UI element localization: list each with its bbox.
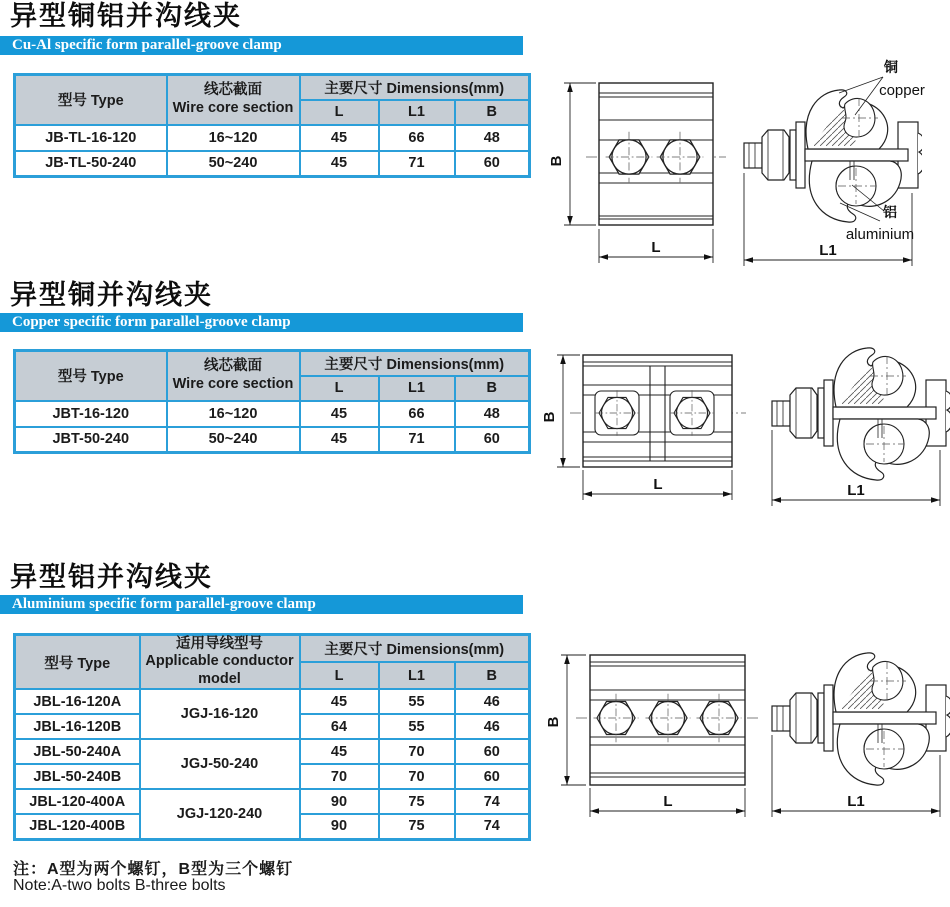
aluminium-label-zh: 铝 — [883, 204, 897, 220]
col-conductor-zh: 适用导线型号 — [176, 636, 263, 652]
col-l-header: L — [300, 376, 379, 401]
col-l-header: L — [300, 100, 379, 125]
col-l1-header: L1 — [379, 100, 455, 125]
cell-conductor-model: JGJ-50-240 — [140, 739, 300, 789]
cell-l: 90 — [300, 789, 379, 814]
cell-type: JBL-16-120A — [15, 689, 140, 714]
dim-l-label: L — [651, 239, 661, 256]
col-wire-en: Wire core section — [172, 375, 294, 392]
cell-wire: 16~120 — [167, 401, 300, 427]
side-view-drawing — [772, 348, 950, 480]
cell-b: 74 — [455, 814, 530, 839]
cell-wire: 16~120 — [167, 125, 300, 151]
cell-l1: 70 — [379, 739, 455, 764]
col-wire-en: Wire core section — [172, 99, 294, 116]
cell-b: 48 — [455, 401, 530, 427]
cell-type: JBL-120-400B — [15, 814, 140, 839]
cell-l: 45 — [300, 125, 379, 151]
section3-title: 异型铝并沟线夹 — [10, 562, 213, 592]
col-wire-header — [167, 351, 300, 401]
cell-l: 45 — [300, 151, 379, 177]
col-dims-header: 主要尺寸 Dimensions(mm) — [300, 351, 530, 376]
cell-type: JBL-50-240B — [15, 764, 140, 789]
dim-l-label: L — [663, 793, 673, 810]
note-line-en: Note:A-two bolts B-three bolts — [13, 877, 226, 894]
col-wire-zh: 线芯截面 — [204, 358, 262, 375]
section2-technical-drawing — [541, 340, 950, 520]
front-view-drawing — [570, 355, 746, 467]
cell-l: 45 — [300, 689, 379, 714]
col-conductor-en1: Applicable conductor — [145, 653, 294, 670]
col-l1-header: L1 — [379, 662, 455, 689]
section1-title: 异型铜铝并沟线夹 — [10, 1, 242, 31]
table-row — [15, 401, 530, 427]
cell-b: 46 — [455, 689, 530, 714]
cell-type: JBT-16-120 — [15, 401, 167, 427]
col-type-header: 型号 Type — [15, 75, 167, 125]
cell-b: 60 — [455, 427, 530, 453]
dim-l1-label: L1 — [847, 482, 865, 499]
cell-l: 64 — [300, 714, 379, 739]
dim-l1-label: L1 — [819, 242, 837, 259]
col-l-header: L — [300, 662, 379, 689]
cell-b: 60 — [455, 151, 530, 177]
front-view-drawing — [586, 83, 726, 225]
table-row — [15, 789, 530, 814]
col-conductor-header — [140, 635, 300, 690]
cell-type: JBL-120-400A — [15, 789, 140, 814]
cell-type: JBT-50-240 — [15, 427, 167, 453]
front-view-drawing — [576, 655, 758, 785]
col-wire-header — [167, 75, 300, 125]
cell-b: 60 — [455, 739, 530, 764]
table-row — [15, 427, 530, 453]
dim-l-label: L — [653, 476, 663, 493]
cell-l1: 75 — [379, 789, 455, 814]
section3-banner: Aluminium specific form parallel-groove clamp — [0, 595, 523, 614]
cell-b: 60 — [455, 764, 530, 789]
section3-technical-drawing — [545, 640, 950, 830]
section2-banner: Copper specific form parallel-groove clamp — [0, 313, 523, 332]
cell-l1: 55 — [379, 714, 455, 739]
table-row — [15, 125, 530, 151]
cell-wire: 50~240 — [167, 151, 300, 177]
dim-b-label: B — [548, 155, 565, 167]
copper-label-zh: 铜 — [884, 59, 898, 75]
cell-l: 70 — [300, 764, 379, 789]
cell-l1: 66 — [379, 125, 455, 151]
cell-type: JBL-16-120B — [15, 714, 140, 739]
col-b-header: B — [455, 100, 530, 125]
col-dims-header: 主要尺寸 Dimensions(mm) — [300, 75, 530, 100]
col-l1-header: L1 — [379, 376, 455, 401]
section1-technical-drawing — [550, 45, 950, 270]
section3-table — [13, 633, 531, 841]
cell-conductor-model: JGJ-120-240 — [140, 789, 300, 839]
col-b-header: B — [455, 662, 530, 689]
cell-type: JB-TL-50-240 — [15, 151, 167, 177]
cell-type: JB-TL-16-120 — [15, 125, 167, 151]
section1-table — [13, 73, 531, 178]
cell-b: 48 — [455, 125, 530, 151]
cell-l: 90 — [300, 814, 379, 839]
col-wire-zh: 线芯截面 — [204, 82, 262, 99]
side-view-drawing — [772, 653, 950, 785]
cell-l: 45 — [300, 401, 379, 427]
table-row — [15, 739, 530, 764]
dim-b-label: B — [545, 716, 562, 728]
section2-title: 异型铜并沟线夹 — [10, 280, 213, 310]
copper-label-en: copper — [879, 82, 925, 99]
col-dims-header: 主要尺寸 Dimensions(mm) — [300, 635, 530, 662]
table-row — [15, 151, 530, 177]
cell-l1: 70 — [379, 764, 455, 789]
cell-conductor-model: JGJ-16-120 — [140, 689, 300, 739]
cell-l1: 55 — [379, 689, 455, 714]
cell-type: JBL-50-240A — [15, 739, 140, 764]
table-row — [15, 689, 530, 714]
cell-b: 46 — [455, 714, 530, 739]
side-view-drawing — [744, 90, 925, 222]
note-line-zh: 注：A型为两个螺钉，B型为三个螺钉 — [13, 861, 294, 878]
dim-b-label: B — [541, 411, 558, 423]
cell-l1: 75 — [379, 814, 455, 839]
section1-banner: Cu-Al specific form parallel-groove clamp — [0, 36, 523, 55]
section2-table — [13, 349, 531, 454]
dim-l1-label: L1 — [847, 793, 865, 810]
aluminium-label-en: aluminium — [845, 226, 915, 243]
col-conductor-en2: model — [198, 670, 241, 687]
cell-wire: 50~240 — [167, 427, 300, 453]
col-b-header: B — [455, 376, 530, 401]
cell-l1: 66 — [379, 401, 455, 427]
col-type-header: 型号 Type — [15, 351, 167, 401]
cell-l: 45 — [300, 739, 379, 764]
cell-l: 45 — [300, 427, 379, 453]
cell-l1: 71 — [379, 151, 455, 177]
cell-l1: 71 — [379, 427, 455, 453]
col-type-header: 型号 Type — [15, 635, 140, 690]
cell-b: 74 — [455, 789, 530, 814]
